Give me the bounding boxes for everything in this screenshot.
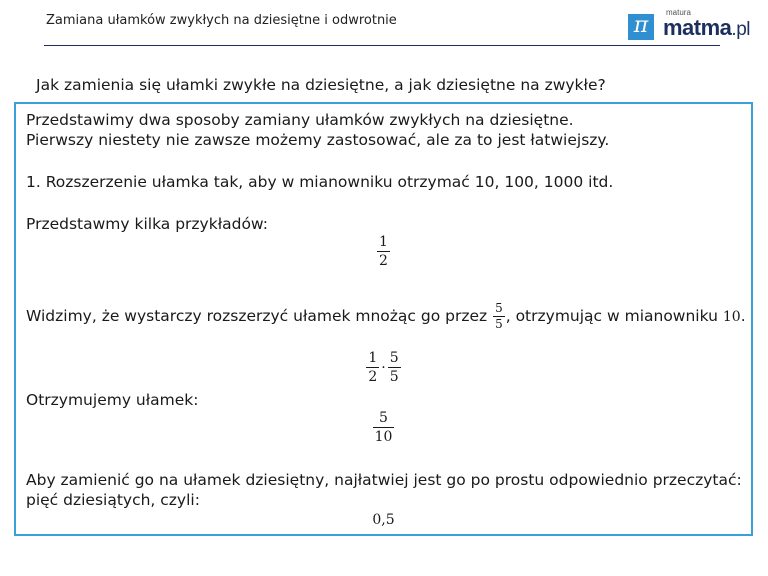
multiply-operator: · xyxy=(381,359,386,376)
fraction-numerator: 1 xyxy=(368,350,378,366)
list-item-1: 1. Rozszerzenie ułamka tak, aby w mianowniku otrzymać 10, 100, 1000 itd. xyxy=(26,173,614,191)
expand-text-after: , otrzymując w mianowniku xyxy=(505,307,723,325)
expand-sentence xyxy=(26,302,746,331)
read-line-1: Aby zamienić go na ułamek dziesiętny, najłatwiej jest go po prostu odpowiednio przeczytać: xyxy=(26,471,742,489)
expand-fraction xyxy=(493,302,505,331)
expand-denominator-value: 10 xyxy=(722,309,741,325)
fraction-numerator: 5 xyxy=(379,410,388,426)
fraction-denominator: 5 xyxy=(389,369,399,385)
fraction xyxy=(366,350,379,385)
fraction-one-half xyxy=(16,234,751,269)
result-fraction xyxy=(16,410,751,445)
fraction xyxy=(373,410,395,445)
logo-word: matma xyxy=(663,15,732,40)
fraction-denominator: 5 xyxy=(495,317,503,331)
decimal-result: 0,5 xyxy=(372,512,395,528)
fraction-denominator: 2 xyxy=(379,253,388,269)
fraction-numerator: 5 xyxy=(389,350,399,366)
pi-icon: π xyxy=(628,14,654,40)
answer-panel xyxy=(14,102,753,536)
matematma-logo[interactable] xyxy=(628,6,753,44)
logo-wordmark xyxy=(663,15,750,41)
fraction xyxy=(377,234,390,269)
fraction-numerator: 1 xyxy=(379,234,388,250)
logo-suffix: .pl xyxy=(731,19,750,40)
question-heading: Jak zamienia się ułamki zwykłe na dziesiętne, a jak dziesiętne na zwykłe? xyxy=(36,76,606,94)
result-label: Otrzymujemy ułamek: xyxy=(26,391,199,409)
fraction-denominator: 2 xyxy=(368,369,378,385)
intro-line-2: Pierwszy niestety nie zawsze możemy zastosować, ale za to jest łatwiejszy. xyxy=(26,131,610,149)
fraction-numerator: 5 xyxy=(495,301,503,315)
read-line-2: pięć dziesiątych, czyli: xyxy=(26,491,200,509)
header-divider xyxy=(44,45,720,46)
expand-text-end: . xyxy=(740,307,746,325)
intro-line-1: Przedstawimy dwa sposoby zamiany ułamków zwykłych na dziesiętne. xyxy=(26,111,574,129)
fraction-denominator: 10 xyxy=(374,429,393,445)
expand-text-before: Widzimy, że wystarczy rozszerzyć ułamek mnożąc go przez xyxy=(26,307,493,325)
header-title: Zamiana ułamków zwykłych na dziesiętne i odwrotnie xyxy=(46,13,397,28)
fraction-product xyxy=(16,350,751,385)
fraction xyxy=(388,350,401,385)
logo-small-text: matura xyxy=(666,8,691,17)
examples-label: Przedstawmy kilka przykładów: xyxy=(26,215,268,233)
